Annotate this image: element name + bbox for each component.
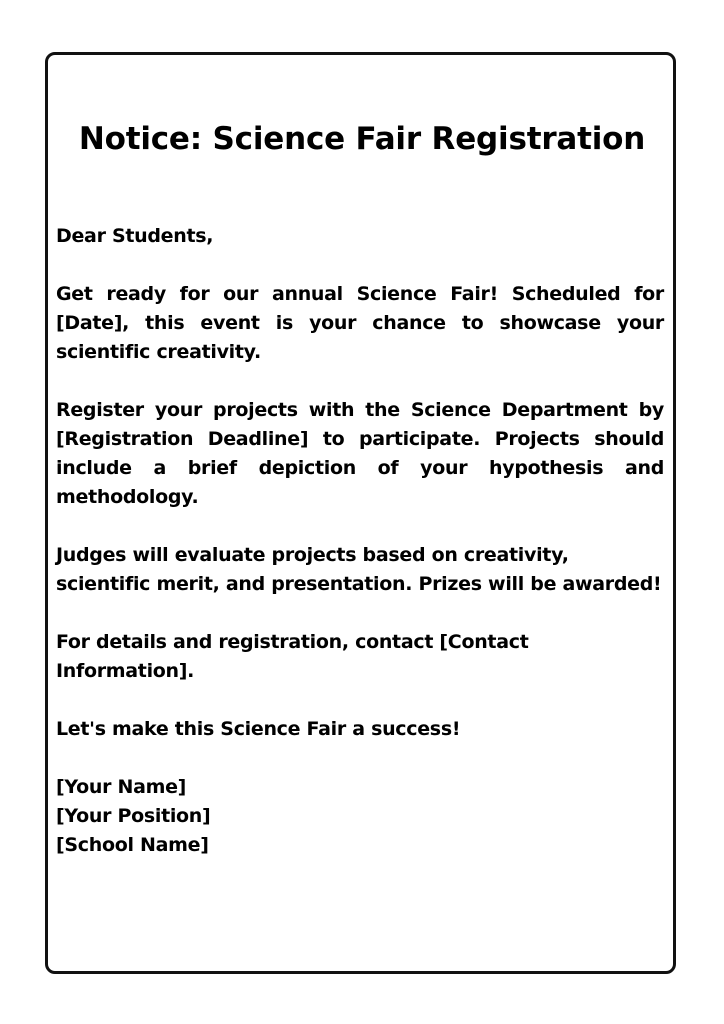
signature-block (56, 773, 664, 860)
notice-body (56, 222, 664, 860)
notice-title: Notice: Science Fair Registration (78, 121, 646, 157)
salutation: Dear Students, (56, 225, 214, 247)
signature-school: [School Name] (56, 834, 209, 856)
signature-position: [Your Position] (56, 805, 211, 827)
signature-name: [Your Name] (56, 776, 187, 798)
judging-paragraph: Judges will evaluate projects based on creativity, scientific merit, and presentation. Prizes will be awarded! (56, 544, 662, 595)
contact-paragraph: For details and registration, contact [Contact Information]. (56, 631, 529, 682)
registration-paragraph: Register your projects with the Science Department by [Registration Deadline] to participate. Projects should include a brief depiction of your hypothesis and methodology. (56, 399, 664, 508)
intro-paragraph: Get ready for our annual Science Fair! Scheduled for [Date], this event is your chance to showcase your scientific creativity. (56, 283, 664, 363)
closing-paragraph: Let's make this Science Fair a success! (56, 718, 461, 740)
